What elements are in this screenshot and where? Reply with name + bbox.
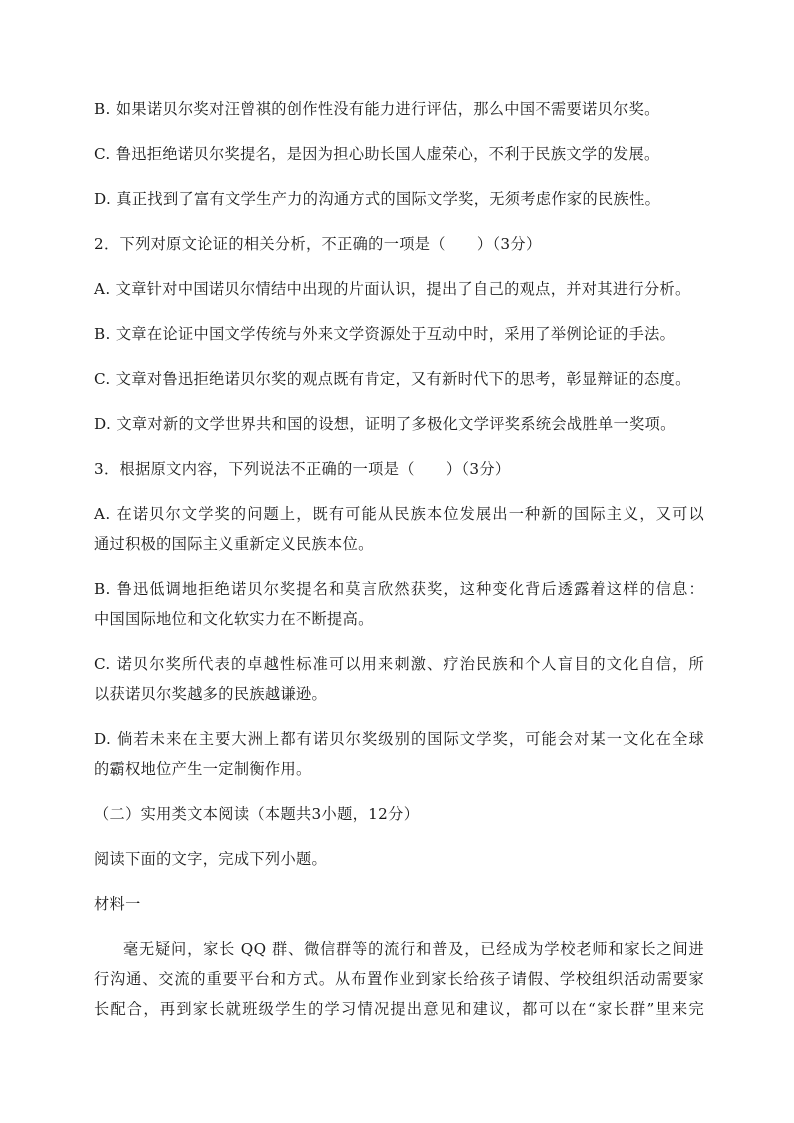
material-label: 材料一 — [94, 895, 141, 913]
option-1d: D. 真正找到了富有文学生产力的沟通方式的国际文学奖，无须考虑作家的民族性。 — [94, 190, 661, 208]
option-2b: B. 文章在论证中国文学传统与外来文学资源处于互动中时，采用了举例论证的手法。 — [94, 325, 676, 343]
option-1b: B. 如果诺贝尔奖对汪曾祺的创作性没有能力进行评估，那么中国不需要诺贝尔奖。 — [94, 100, 660, 118]
option-2c: C. 文章对鲁迅拒绝诺贝尔奖的观点既有肯定，又有新时代下的思考，彰显辩证的态度。 — [94, 370, 691, 388]
question-2: 2．下列对原文论证的相关分析，不正确的一项是（ ）（3分） — [94, 235, 542, 253]
option-2d: D. 文章对新的文学世界共和国的设想，证明了多极化文学评奖系统会战胜单一奖项。 — [94, 415, 676, 433]
paragraph-line-3: 长配合，再到家长就班级学生的学习情况提出意见和建议，都可以在“家长群”里来完 — [94, 1000, 704, 1018]
question-3: 3．根据原文内容，下列说法不正确的一项是（ ）（3分） — [94, 460, 511, 478]
option-3c-line-2: 以获诺贝尔奖越多的民族越谦逊。 — [94, 685, 328, 703]
section-heading: （二）实用类文本阅读（本题共3小题，12分） — [94, 805, 420, 823]
option-3a-line-1: A. 在诺贝尔文学奖的问题上，既有可能从民族本位发展出一种新的国际主义，又可以 — [94, 505, 704, 523]
option-1c: C. 鲁迅拒绝诺贝尔奖提名，是因为担心助长国人虚荣心，不利于民族文学的发展。 — [94, 145, 660, 163]
reading-instruction: 阅读下面的文字，完成下列小题。 — [94, 850, 328, 868]
paragraph-line-2: 行沟通、交流的重要平台和方式。从布置作业到家长给孩子请假、学校组织活动需要家 — [94, 970, 704, 988]
option-3d-line-1: D. 倘若未来在主要大洲上都有诺贝尔奖级别的国际文学奖，可能会对某一文化在全球 — [94, 730, 704, 748]
option-2a: A. 文章针对中国诺贝尔情结中出现的片面认识，提出了自己的观点，并对其进行分析。 — [94, 280, 691, 298]
option-3d-line-2: 的霸权地位产生一定制衡作用。 — [94, 760, 312, 778]
option-3b-line-1: B. 鲁迅低调地拒绝诺贝尔奖提名和莫言欣然获奖，这种变化背后透露着这样的信息： — [94, 580, 704, 598]
option-3c-line-1: C. 诺贝尔奖所代表的卓越性标准可以用来刺激、疗治民族和个人盲目的文化自信，所 — [94, 655, 704, 673]
paragraph-line-1: 毫无疑问，家长 QQ 群、微信群等的流行和普及，已经成为学校老师和家长之间进 — [123, 940, 704, 958]
option-3a-line-2: 通过积极的国际主义重新定义民族本位。 — [94, 535, 374, 553]
option-3b-line-2: 中国国际地位和文化软实力在不断提高。 — [94, 610, 374, 628]
